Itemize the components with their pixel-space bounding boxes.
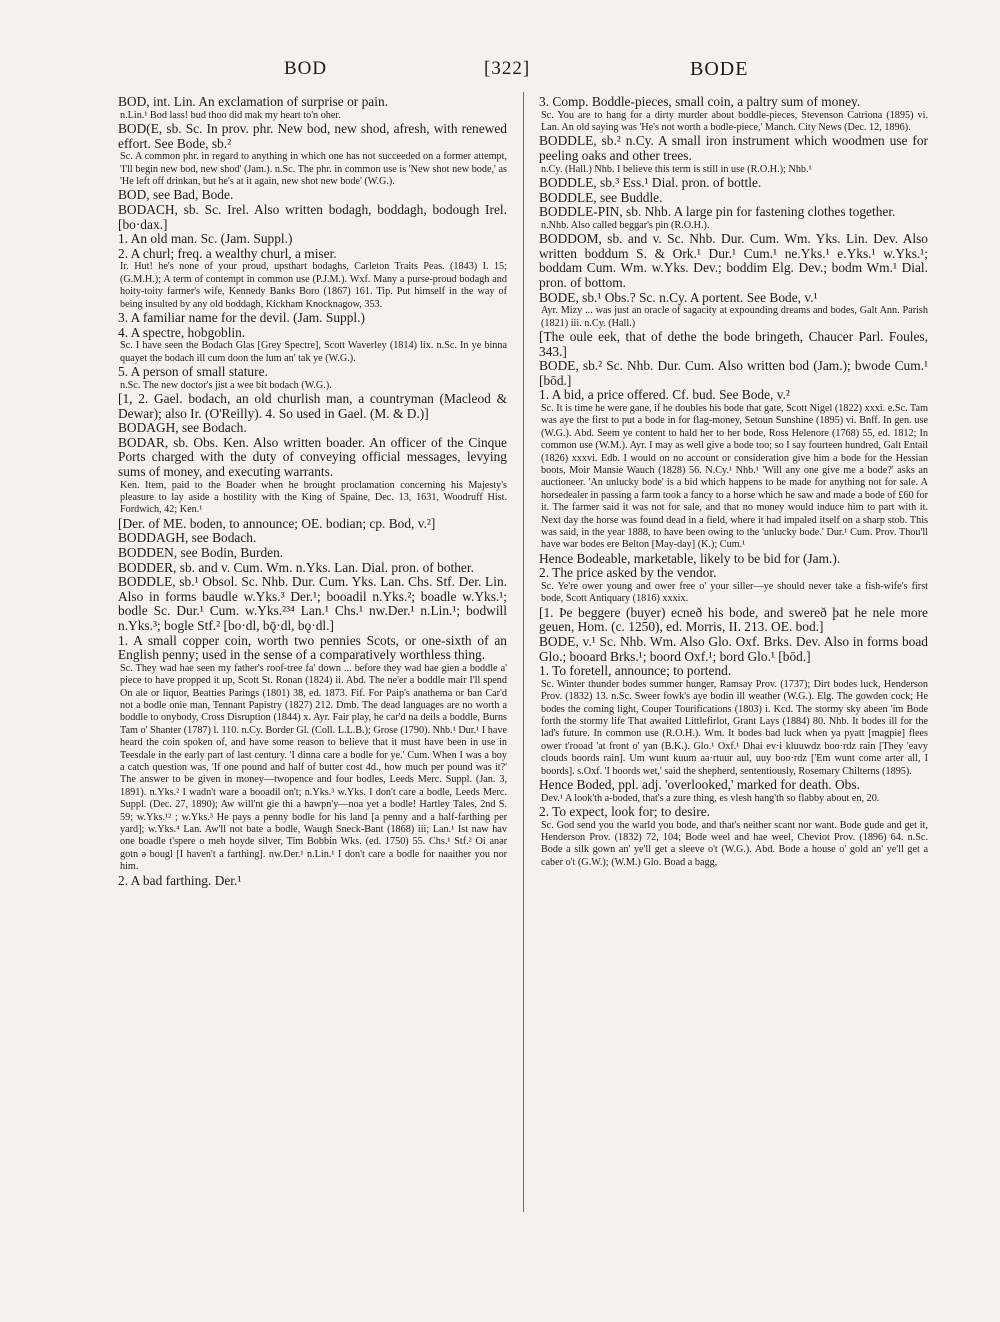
entry-paragraph: BODAR, sb. Obs. Ken. Also written boader. An officer of the Cinque Ports charged with the duty of conveying official messages, levying sums of money, and executing warrants. (118, 434, 507, 479)
entry-paragraph: 1. An old man. Sc. (Jam. Suppl.) (118, 231, 293, 247)
entry-paragraph: BODDLE-PIN, sb. Nhb. A large pin for fastening clothes together. (539, 204, 896, 220)
entry-paragraph: 1. A bid, a price offered. Cf. bud. See Bode, v.² (539, 387, 790, 403)
entry-paragraph: BODDLE, sb.³ Ess.¹ Dial. pron. of bottle. (539, 175, 762, 190)
citation-paragraph: Ayr. Mizy ... was just an oracle of sagacity at expounding dreams and bodes, Galt Ann. Parish (1821) iii. n.Cy. (Hall.) (541, 305, 928, 329)
entry-paragraph: BODDLE, see Buddle. (539, 189, 663, 205)
entry-paragraph: BODE, v.¹ Sc. Nhb. Wm. Also Glo. Oxf. Brks. Dev. Also in forms boad Glo.; booard Brks.¹; boord Oxf.¹; bord Glo.¹ [bōd.] (539, 634, 928, 664)
entry-paragraph: BODDEN, see Bodin, Burden. (118, 544, 284, 560)
left-column (118, 95, 507, 1305)
entry-paragraph: 2. The price asked by the vendor. (539, 565, 717, 581)
citation-paragraph: Sc. It is time he were gane, if he doubles his bode that gate, Scott Nigel (1822) xxxi. e.Sc. Tam was aye the first to put a bode in for flag-money, Setoun Sunshine (1895) vi. Bnff. In gen. use (W.G.). Abd. Seem ye content to hald her to her bode, Ross Helenore (1768) 55, ed. 1812; In common use (W.M.). Ayr. I may as well give a bode too; so I say fourteen hundred, Galt Entail (1826) xxxvi. Edb. I would on no account or consideration give him a bode for the Hessian boots, Moir Mansie Wauch (1828) 56. N.Cy.¹ Nhb.¹ 'Will any one give me a bode?' asks an auctioneer. 'An unlucky bode' is a bid which happens to be made for anything not for sale. A horsedealer in passing a farm took a fancy to a horse which he saw and made a bode of £60 for it. The farmer said it was not for sale, and that no money would induce him to part with it. Next day the horse was found dead in a field, where it had impaled itself on a sharp stob. This was said, in the year 1888, to have been owing to the 'unlucky bode.' Dur.¹ Cum. Prov. Thou'll have war bodes ere Belton [May-day] (K.); Cum.¹ (541, 402, 928, 551)
entry-paragraph: Hence Boded, ppl. adj. 'overlooked,' marked for death. Obs. (539, 777, 860, 793)
entry-paragraph: 1. A small copper coin, worth two pennies Scots, or one-sixth of an English penny; used in the sense of a comparatively worthless thing. (118, 632, 507, 663)
entry-paragraph: 2. A bad farthing. Der.¹ (118, 872, 242, 888)
entry-paragraph: [Der. of ME. boden, to announce; OE. bodian; cp. Bod, v.²] (118, 515, 436, 531)
header-right-headword: BODE (690, 58, 749, 80)
entry-paragraph: 1. To foretell, announce; to portend. (539, 663, 732, 679)
entry-paragraph: BODACH, sb. Sc. Irel. Also written bodagh, boddagh, bodough Irel. [bo·dax.] (118, 202, 507, 232)
entry-paragraph: 3. A familiar name for the devil. (Jam. Suppl.) (118, 310, 365, 325)
entry-paragraph: BODE, sb.² Sc. Nhb. Dur. Cum. Also written bod (Jam.); bwode Cum.¹ [bōd.] (539, 358, 928, 388)
citation-paragraph: Ken. Item, paid to the Boader when he brought proclamation concerning his Majesty's pleasure to lay aside a hostility with the King of Spaine, Dec. 13, 1631, Woodruff Hist. Fordwich, 42; Ken.¹ (120, 479, 507, 516)
citation-paragraph: Sc. A common phr. in regard to anything in which one has not succeeded on a former attempt, 'I'll begin new bod, new shod' (Jam.). n.Sc. The phr. in common use is 'New shot new bode,' as 'He left off drinkan, but he's at it again, new shot new bode' (W.G.). (120, 151, 507, 187)
entry-paragraph: 3. Comp. Boddle-pieces, small coin, a paltry sum of money. (539, 95, 861, 109)
page-number: [322] (484, 58, 531, 79)
entry-paragraph: BODDOM, sb. and v. Sc. Nhb. Dur. Cum. Wm. Yks. Lin. Dev. Also written boddum S. & Ork.¹ Dur.¹ Cum.¹ ne.Yks.¹ e.Yks.¹ w.Yks.¹; boddam Cum. Wm. w.Yks. Dev.; boddim Elg. Dev.; bodm Wm.¹ Dial. pron. of bottom. (539, 231, 928, 290)
column-divider (523, 92, 524, 1212)
citation-paragraph: Ir. Hut! he's none of your proud, upsthart bodaghs, Carleton Traits Peas. (1843) I. 15; (G.M.H.); A term of contempt in common use (P.J.M.). Wxf. Many a purse-proud bodagh and hoity-toity farmer's wife, Kennedy Banks Boro (1867) 161. Tip. Put himself in the way of being insulted by any old boddagh, Kickham Knocknagow, 353. (120, 261, 507, 310)
citation-paragraph: Sc. Winter thunder bodes summer hunger, Ramsay Prov. (1737); Dirt bodes luck, Henderson Prov. (1832) 13. n.Sc. Sweer fowk's aye bodin ill weather (W.G.). Elg. The gowden cock; He bodes the coming light, Couper Tourifications (1803) i. Kcd. The stormy sky abeen 'im Bode forth the stormy life That awaited Littlefirlot, Grant Lays (1884) 80. Nhb. It bodes ill for the lad's future. In common use (R.O.H.). Wm. It bodes bad luck when ya pyatt [magpie] flees ower t'rooad 'at front o' yan (B.K.). Glo.¹ Oxf.¹ Dhai ev·i kluuwdz boo·rdz rain [They 'eavy clouds boords rain]. Um wunt kuum aa·rtuur aul, uuy boo·rdz ['Em wunt come arter all, I boords]. s.Oxf. 'I boords wet,' said the shepherd, sententiously, Rosemary Chilterns (1895). (541, 678, 928, 777)
citation-paragraph: n.Cy. (Hall.) Nhb. I believe this term is still in use (R.O.H.); Nhb.¹ (541, 163, 812, 175)
entry-paragraph: 2. To expect, look for; to desire. (539, 804, 710, 820)
citation-paragraph: Sc. You are to hang for a dirty murder about boddle-pieces, Stevenson Catriona (1895) vi. Lan. An old saying was 'He's not worth a bodle-piece,' Manch. City News (Dec. 12, 1896). (541, 109, 928, 133)
entry-paragraph: BOD, int. Lin. An exclamation of surprise or pain. (118, 95, 388, 109)
entry-paragraph: BOD, see Bad, Bode. (118, 187, 234, 203)
entry-paragraph: 5. A person of small stature. (118, 364, 268, 379)
entry-paragraph: BODDAGH, see Bodach. (118, 530, 257, 546)
entry-paragraph: [The oule eek, that of dethe the bode bringeth, Chaucer Parl. Foules, 343.] (539, 328, 928, 359)
entry-paragraph: [1. Þe beggere (buyer) ecneð his bode, and swereð þat he nele more geuen, Hom. (c. 1250), ed. Morris, II. 213. OE. bod.] (539, 604, 928, 635)
citation-paragraph: Sc. Ye're ower young and ower free o' your siller—ye should never take a fish-wife's first bode, Scott Antiquary (1816) xxxix. (541, 581, 928, 605)
entry-paragraph: BOD(E, sb. Sc. In prov. phr. New bod, new shod, afresh, with renewed effort. See Bode, sb.² (118, 121, 507, 151)
citation-paragraph: n.Sc. The new doctor's jist a wee bit bodach (W.G.). (120, 379, 332, 391)
header-left-headword: BOD (284, 58, 328, 79)
citation-paragraph: n.Nhb. Also called beggar's pin (R.O.H.). (541, 219, 710, 231)
entry-paragraph: BODDLE, sb.¹ Obsol. Sc. Nhb. Dur. Cum. Yks. Lan. Chs. Stf. Der. Lin. Also in forms baudle w.Yks.³ Der.¹; booadil n.Yks.²; boadle w.Yks.¹; bodle Sc. Dur.¹ Cum. w.Yks.²³⁴ Lan.¹ Chs.¹ nw.Der.¹ n.Lin.¹; bodwill n.Yks.³; bogle Stf.² [bo·dl, bǭ·dl, bǫ·dl.] (118, 574, 507, 633)
citation-paragraph: n.Lin.¹ Bod lass! bud thoo did mak my heart to'n oher. (120, 109, 341, 121)
running-header (112, 58, 932, 84)
entry-paragraph: BODAGH, see Bodach. (118, 420, 247, 436)
entry-paragraph: 4. A spectre, hobgoblin. (118, 324, 246, 340)
entry-paragraph: BODDLE, sb.² n.Cy. A small iron instrument which woodmen use for peeling oaks and other trees. (539, 133, 928, 163)
entry-paragraph: [1, 2. Gael. bodach, an old churlish man, a countryman (Macleod & Dewar); also Ir. (O'Reilly). 4. So used in Gael. (M. & D.)] (118, 391, 507, 421)
entry-paragraph: 2. A churl; freq. a wealthy churl, a miser. (118, 245, 337, 261)
citation-paragraph: Dev.¹ A look'th a-boded, that's a zure thing, es vlesh hang'th so flabby about en, 20. (541, 792, 880, 804)
citation-paragraph: Sc. They wad hae seen my father's roof-tree fa' down ... before they wad hae gien a boddle a' piece to have propped it up, Scott St. Ronan (1824) ii. Abd. The ne'er a boddle mair I'll spend On ale or liquor, Beatties Parings (1801) 38, ed. 1873. Fif. For Paip's anathema or ban Car'd not a bodle onie man, Tennant Papistry (1827) 212. Dmb. The dead languages are no worth a boddle to onybody, Cross Disruption (1844) x. Ayr. Fair play, he car'd na deils a boddle, Burns Tam o' Shanter (1787) l. 110. n.Cy. Border Gl. (Coll. L.L.B.); Grose (1790). Nhb.¹ Dur.¹ I have heard the coin spoken of, and have some reason to believe that it must have been in use in Teesdale in the early part of last century. 'I dinna care a bodle for ye.' Cum. When I was a boy a catch question was, 'If one pound and half of butter cost 4d., how much per pound was it?' The answer to be given in money—twopence and four bodles, Leeds Merc. Suppl. (Jan. 3, 1891). n.Yks.² I wadn't ware a booadil on't; n.Yks.³ w.Yks. I don't care a bodle, Leeds Merc. Suppl. (Dec. 27, 1890); Aw will'nt gie thi a hawpn'y—noa yet a bodle! Hartley Tales, 2nd S. 59; w.Yks.¹² ; w.Yks.³ He pays a penny bodle for his land [a penny and a half-farthing per yard]; w.Yks.⁴ Lan. Aw'll not bate a bodle, Waugh Sneck-Bant (1868) iii; Lan.¹ Ist naw hav one boadle t'spere o meh hoyde silver, Tim Bobbin Wks. (ed. 1750) 55. Chs.¹ Stf.² Oi anər gotn ə bougl [I haven't a farthing]. nw.Der.¹ n.Lin.¹ I don't care a bodle for naaither you nor him. (120, 662, 507, 873)
citation-paragraph: Sc. I have seen the Bodach Glas [Grey Spectre], Scott Waverley (1814) lix. n.Sc. In ye binna quayet the bodach ill cum doon the lum an' tak ye (W.G.). (120, 340, 507, 364)
entry-paragraph: Hence Bodeable, marketable, likely to be bid for (Jam.). (539, 550, 841, 566)
entry-paragraph: BODE, sb.¹ Obs.? Sc. n.Cy. A portent. See Bode, v.¹ (539, 289, 818, 305)
entry-paragraph: BODDER, sb. and v. Cum. Wm. n.Yks. Lan. Dial. pron. of bother. (118, 559, 474, 575)
citation-paragraph: Sc. God send you the warld you bode, and that's neither scant nor want. Bode gude and get it, Henderson Prov. (1832) 72, 104; Bode weel and hae weel, Cheviot Prov. (1896) 64. n.Sc. Bode a silk gown an' ye'll get a sleeve o't (W.G.). Abd. Bode a house o' gold an' ye'll get a caber o't (G.W.); (W.M.) Glo. Boad a bagg, (541, 819, 928, 868)
right-column (539, 95, 928, 1305)
